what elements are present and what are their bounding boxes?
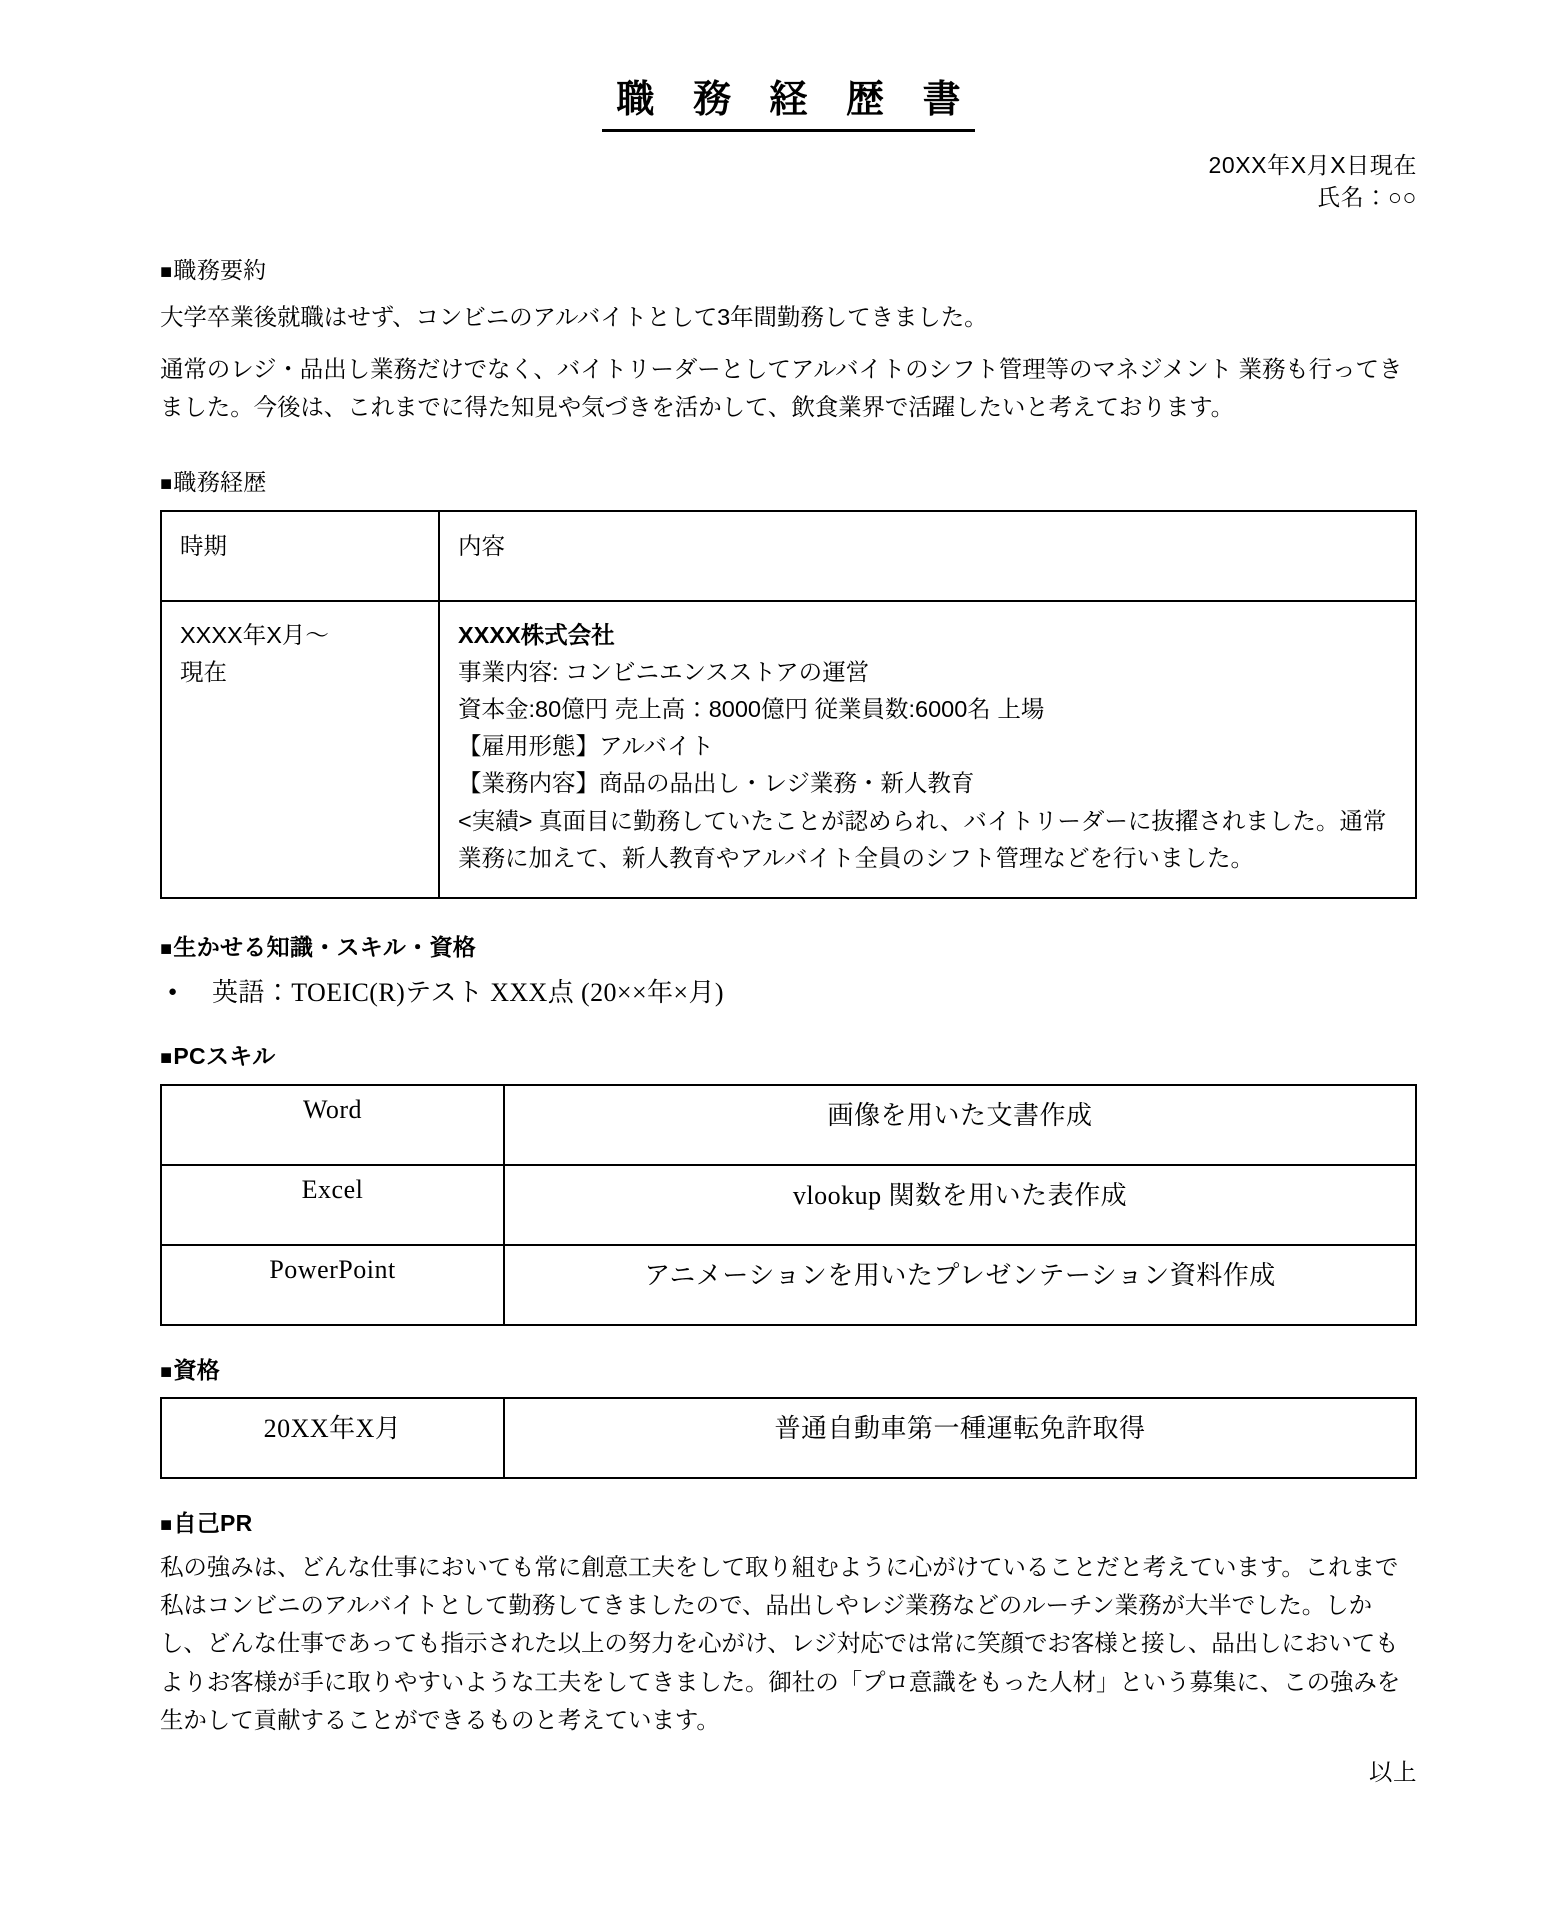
license-date: 20XX年X月 [161, 1398, 504, 1478]
pc-skills-heading [160, 1042, 1417, 1072]
pc-skills-heading-label: PCスキル [173, 1042, 276, 1069]
career-period-cell [161, 601, 439, 898]
career-period-line-1: XXXX年X月〜 [180, 621, 329, 648]
career-period-line-2: 現在 [180, 659, 227, 685]
career-col-period-header: 時期 [161, 511, 439, 601]
applicant-name: 氏名：○○ [1317, 184, 1417, 211]
skills-list [160, 973, 1417, 1012]
career-financial-info: 資本金:80億円 売上高：8000億円 従業員数:6000名 上場 [458, 696, 1045, 723]
summary-paragraph-1: 大学卒業後就職はせず、コンビニのアルバイトとして3年間勤務してきました。 [160, 303, 988, 330]
summary-heading [160, 256, 1417, 286]
header-meta [160, 149, 1417, 214]
career-heading [160, 468, 1417, 498]
pc-skill-detail: vlookup 関数を用いた表作成 [504, 1165, 1416, 1245]
square-bullet-icon: ■ [160, 1360, 173, 1383]
summary-body [160, 298, 1417, 426]
career-achievements: <実績> 真面目に勤務していたことが認められ、バイトリーダーに抜擢されました。通常業務に加えて、新人教育やアルバイト全員のシフト管理などを行いました。 [458, 807, 1387, 871]
pr-body-text: 私の強みは、どんな仕事においても常に創意工夫をして取り組むように心がけていることだと考えています。これまで私はコンビニのアルバイトとして勤務してきましたので、品出しやレジ業務などのルーチン業務が大半でした。しかし、どんな仕事であっても指示された以上の努力を心がけ、レジ対応では常に笑顔でお客様と接し、品出しにおいてもよりお客様が手に取りやすいような工夫をしてきました。御社の「プロ意識をもった人材」という募集に、この強みを生かして貢献することができるものと考えています。 [160, 1554, 1401, 1733]
square-bullet-icon: ■ [160, 260, 173, 283]
career-business-description: 事業内容: コンビニエンスストアの運営 [458, 659, 870, 685]
square-bullet-icon: ■ [160, 1046, 173, 1069]
license-table [160, 1397, 1417, 1479]
pc-skills-section [160, 1042, 1417, 1326]
pc-skill-detail: 画像を用いた文書作成 [504, 1085, 1416, 1165]
pc-skills-table [160, 1084, 1417, 1326]
summary-section [160, 256, 1417, 426]
summary-paragraph-2: 通常のレジ・品出し業務だけでなく、バイトリーダーとしてアルバイトのシフト管理等のマネジメント 業務も行ってきました。今後は、これまでに得た知見や気づきを活かして、飲食業界で活躍したいと考えております。 [160, 355, 1403, 420]
skills-section [160, 933, 1417, 1012]
skills-heading [160, 933, 1417, 963]
table-row [161, 1245, 1416, 1325]
title-row [160, 0, 1417, 132]
pr-section [160, 1509, 1417, 1738]
square-bullet-icon: ■ [160, 472, 173, 495]
career-duties: 【業務内容】商品の品出し・レジ業務・新人教育 [458, 770, 975, 797]
document-date: 20XX年X月X日現在 [1208, 151, 1417, 178]
summary-heading-label: 職務要約 [173, 256, 267, 283]
table-row [161, 1085, 1416, 1165]
career-col-content-header: 内容 [439, 511, 1416, 601]
career-section [160, 468, 1417, 899]
career-employment-type: 【雇用形態】アルバイト [458, 733, 714, 760]
skills-heading-label: 生かせる知識・スキル・資格 [173, 933, 477, 960]
table-row [161, 1398, 1416, 1478]
career-table [160, 510, 1417, 899]
table-header-row [161, 511, 1416, 601]
license-heading-label: 資格 [173, 1356, 220, 1383]
pr-heading [160, 1509, 1417, 1539]
pc-skill-detail: アニメーションを用いたプレゼンテーション資料作成 [504, 1245, 1416, 1325]
career-heading-label: 職務経歴 [173, 468, 267, 495]
career-content-cell [439, 601, 1416, 898]
pc-skill-name: Word [161, 1085, 504, 1165]
pc-skill-name: PowerPoint [161, 1245, 504, 1325]
table-row [161, 1165, 1416, 1245]
career-company-name: XXXX株式会社 [458, 621, 615, 648]
square-bullet-icon: ■ [160, 1514, 173, 1537]
page-title: 職 務 経 歴 書 [602, 78, 974, 132]
list-item: ● 英語：TOEIC(R)テスト XXX点 (20××年×月) [160, 973, 1417, 1012]
license-detail: 普通自動車第一種運転免許取得 [504, 1398, 1416, 1478]
closing-text: 以上 [1369, 1758, 1417, 1785]
pr-heading-label: 自己PR [173, 1510, 253, 1537]
license-section [160, 1356, 1417, 1480]
table-row [161, 601, 1416, 898]
square-bullet-icon: ■ [160, 937, 173, 960]
license-heading [160, 1356, 1417, 1386]
pc-skill-name: Excel [161, 1165, 504, 1245]
